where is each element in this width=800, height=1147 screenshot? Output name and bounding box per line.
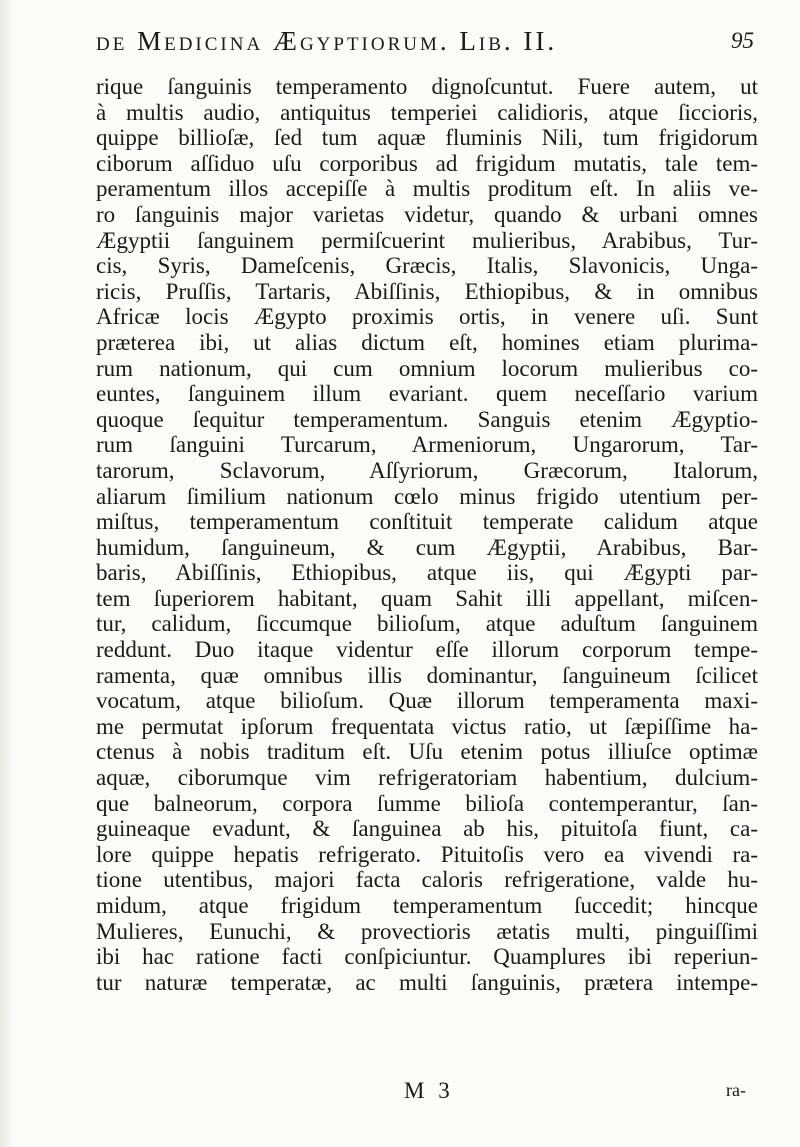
text-line: vocatum, atque bilioſum. Quæ illorum temperamenta maxi-: [96, 688, 758, 714]
text-line: à multis audio, antiquitus temperiei calidioris, atque ſiccioris,: [96, 99, 758, 125]
text-line: ricis, Pruſſis, Tartaris, Abiſſinis, Ethiopibus, & in omnibus: [96, 278, 758, 304]
text-line: miſtus, temperamentum conſtituit temperate calidum atque: [96, 509, 758, 535]
text-line: tione utentibus, majori facta caloris refrigeratione, valde hu-: [96, 867, 758, 893]
text-line: ramenta, quæ omnibus illis dominantur, ſanguineum ſcilicet: [96, 662, 758, 688]
running-head: de Medicina Ægyptiorum. Lib. II.: [96, 26, 558, 56]
catchword: ra-: [726, 1080, 746, 1100]
text-line: me permutat ipſorum frequentata victus ratio, ut ſæpiſſime ha-: [96, 713, 758, 739]
text-line: aliarum ſimilium nationum cœlo minus frigido utentium per-: [96, 483, 758, 509]
page-number: 95: [731, 28, 754, 53]
text-line: midum, atque frigidum temperamentum ſuccedit; hincque: [96, 893, 758, 918]
text-line: Africæ locis Ægypto proximis ortis, in venere uſi. Sunt: [96, 304, 758, 330]
text-line: ctenus à nobis traditum eſt. Uſu etenim potus illiuſce optimæ: [96, 739, 758, 765]
text-line: rique ſanguinis temperamento dignoſcuntut. Fuere autem, ut: [96, 74, 758, 99]
text-line: tarorum, Sclavorum, Aſſyriorum, Græcorum, Italorum,: [96, 457, 758, 483]
signature-mark: M 3: [404, 1078, 454, 1103]
text-line: reddunt. Duo itaque videntur eſſe illorum corporum tempe-: [96, 637, 758, 663]
text-line: euntes, ſanguinem illum evariant. quem neceſſario varium: [96, 381, 758, 407]
text-line: Mulieres, Eunuchi, & provectioris ætatis multi, pinguiſſimi: [96, 918, 758, 944]
text-line: quoque ſequitur temperamentum. Sanguis etenim Ægyptio-: [96, 406, 758, 432]
text-line: rum nationum, qui cum omnium locorum mulieribus co-: [96, 355, 758, 381]
text-line: cis, Syris, Dameſcenis, Græcis, Italis, Slavonicis, Unga-: [96, 253, 758, 279]
body-text: [96, 74, 758, 995]
text-line: quippe billioſæ, ſed tum aquæ fluminis Nili, tum frigidorum: [96, 125, 758, 151]
text-line: lore quippe hepatis refrigerato. Pituitoſis vero ea vivendi ra-: [96, 841, 758, 867]
text-line: guineaque evadunt, & ſanguinea ab his, pituitoſa fiunt, ca-: [96, 816, 758, 842]
page-header: [96, 26, 760, 62]
text-line: que balneorum, corpora ſumme bilioſa contemperantur, ſan-: [96, 790, 758, 816]
text-line: tem ſuperiorem habitant, quam Sahit illi appellant, miſcen-: [96, 585, 758, 611]
text-line: peramentum illos accepiſſe à multis proditum eſt. In aliis ve-: [96, 176, 758, 202]
text-line: ro ſanguinis major varietas videtur, quando & urbani omnes: [96, 201, 758, 227]
text-line: præterea ibi, ut alias dictum eſt, homines etiam plurima-: [96, 329, 758, 355]
text-line: rum ſanguini Turcarum, Armeniorum, Ungarorum, Tar-: [96, 432, 758, 458]
text-line: baris, Abiſſinis, Ethiopibus, atque iis, qui Ægypti par-: [96, 560, 758, 586]
text-line: tur, calidum, ſiccumque bilioſum, atque aduſtum ſanguinem: [96, 611, 758, 637]
text-line: aquæ, ciborumque vim refrigeratoriam habentium, dulcium-: [96, 765, 758, 791]
text-line: humidum, ſanguineum, & cum Ægyptii, Arabibus, Bar-: [96, 534, 758, 560]
text-line: tur naturæ temperatæ, ac multi ſanguinis, prætera intempe-: [96, 969, 758, 995]
page-footer: [96, 1078, 758, 1104]
binding-shadow: [0, 0, 14, 1147]
text-line: ibi hac ratione facti conſpiciuntur. Quamplures ibi reperiun-: [96, 944, 758, 970]
text-line: ciborum aſſiduo uſu corporibus ad frigidum mutatis, tale tem-: [96, 150, 758, 176]
text-line: Ægyptii ſanguinem permiſcuerint mulieribus, Arabibus, Tur-: [96, 227, 758, 253]
